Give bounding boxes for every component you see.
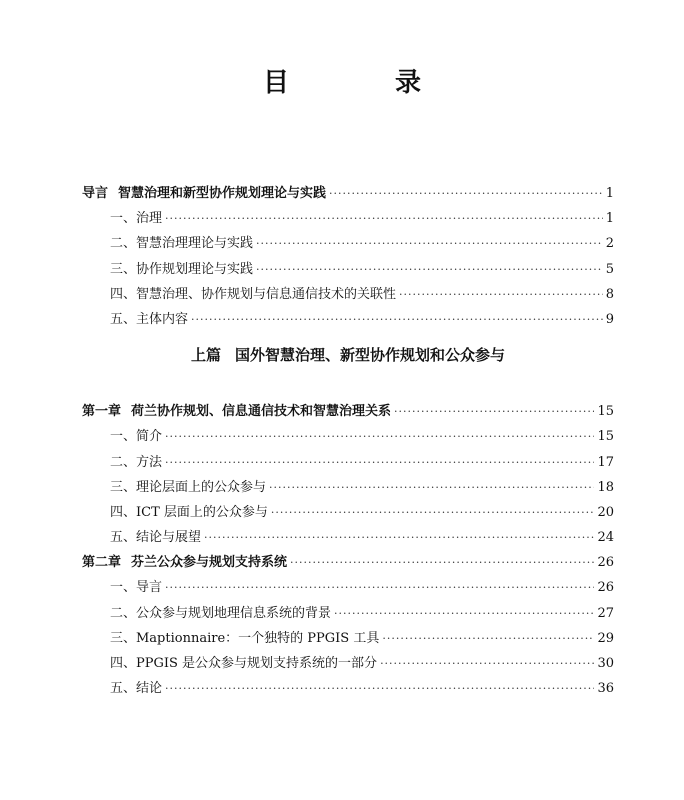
page-number: 8 [605,286,614,302]
toc-entry[interactable] [82,676,614,701]
chapter-number: 导言 [82,186,109,201]
dot-leader [394,399,594,424]
dot-leader [382,626,594,651]
toc-entry[interactable] [82,525,614,550]
toc-entry-intro[interactable] [82,181,614,206]
dot-leader [204,525,594,550]
toc-entry[interactable] [82,231,614,256]
page-number: 15 [597,404,614,420]
page-number: 15 [597,429,614,445]
dot-leader [380,651,594,676]
dot-leader [256,257,603,282]
dot-leader [191,307,603,332]
dot-leader [290,550,594,575]
page-number: 26 [597,580,614,596]
toc-entry[interactable] [82,626,614,651]
toc-entry[interactable] [82,257,614,282]
toc-entry-label: 芬兰公众参与规划支持系统 [131,555,288,571]
dot-leader [165,575,594,600]
page-number: 20 [597,504,614,520]
part-heading[interactable] [82,332,614,399]
dot-leader [334,601,594,626]
toc-entry[interactable] [82,475,614,500]
toc-entry[interactable] [82,500,614,525]
page-number: 17 [597,454,614,470]
toc-entry-label: 智慧治理和新型协作规划理论与实践 [118,186,327,201]
toc-entry[interactable] [82,282,614,307]
toc-entry-label: 四、智慧治理、协作规划与信息通信技术的关联性 [110,286,397,302]
dot-leader [165,676,594,701]
page-number: 30 [597,656,614,671]
toc-entry[interactable] [82,450,614,475]
toc-entry-label: 一、导言 [110,580,163,596]
page-number: 26 [597,555,614,571]
toc-entry-label: 三、协作规划理论与实践 [110,261,254,277]
page-number: 1 [605,186,614,201]
toc-entry[interactable] [82,601,614,626]
dot-leader [329,181,603,206]
toc-entry[interactable] [82,651,614,676]
dot-leader [165,206,603,231]
toc-entry-label: 二、智慧治理理论与实践 [110,236,254,252]
toc-entry-label: 一、简介 [110,429,163,445]
toc-entry-label: 五、结论 [110,681,163,697]
page-number: 29 [597,630,614,646]
toc-entry-label: 一、治理 [110,211,163,227]
dot-leader [269,475,594,500]
toc-entry[interactable] [82,206,614,231]
toc-entry-label: 五、结论与展望 [110,530,202,546]
toc-entry-label: 二、方法 [110,454,163,470]
dot-leader [399,282,603,307]
toc-entry-label: 三、理论层面上的公众参与 [110,479,267,495]
page-number: 5 [605,261,614,277]
table-of-contents [82,181,614,701]
dot-leader [256,231,603,256]
dot-leader [271,500,595,525]
page-number: 18 [597,479,614,495]
page-number: 27 [597,605,614,621]
toc-entry-label: 五、主体内容 [110,311,189,327]
toc-entry-label: 三、Maptionnaire：一个独特的 PPGIS 工具 [110,630,380,646]
page-number: 2 [605,236,614,252]
toc-entry-chapter-1[interactable] [82,399,614,424]
part-title: 国外智慧治理、新型协作规划和公众参与 [235,346,506,365]
part-prefix: 上篇 [190,346,221,365]
toc-entry-label: 二、公众参与规划地理信息系统的背景 [110,605,332,621]
page-number: 9 [605,311,614,327]
toc-entry-chapter-2[interactable] [82,550,614,575]
chapter-number: 第二章 [82,555,122,571]
toc-entry[interactable] [82,307,614,332]
dot-leader [165,450,594,475]
toc-entry[interactable] [82,424,614,449]
page-number: 24 [597,530,614,546]
toc-entry-label: 四、ICT 层面上的公众参与 [110,504,268,520]
chapter-number: 第一章 [82,404,122,420]
dot-leader [165,424,594,449]
toc-entry-label: 荷兰协作规划、信息通信技术和智慧治理关系 [131,404,392,420]
toc-entry[interactable] [82,575,614,600]
page-number: 36 [597,681,614,697]
page-title: 目 录 [262,68,461,98]
page-number: 1 [605,211,614,227]
toc-entry-label: 四、PPGIS 是公众参与规划支持系统的一部分 [110,656,378,671]
